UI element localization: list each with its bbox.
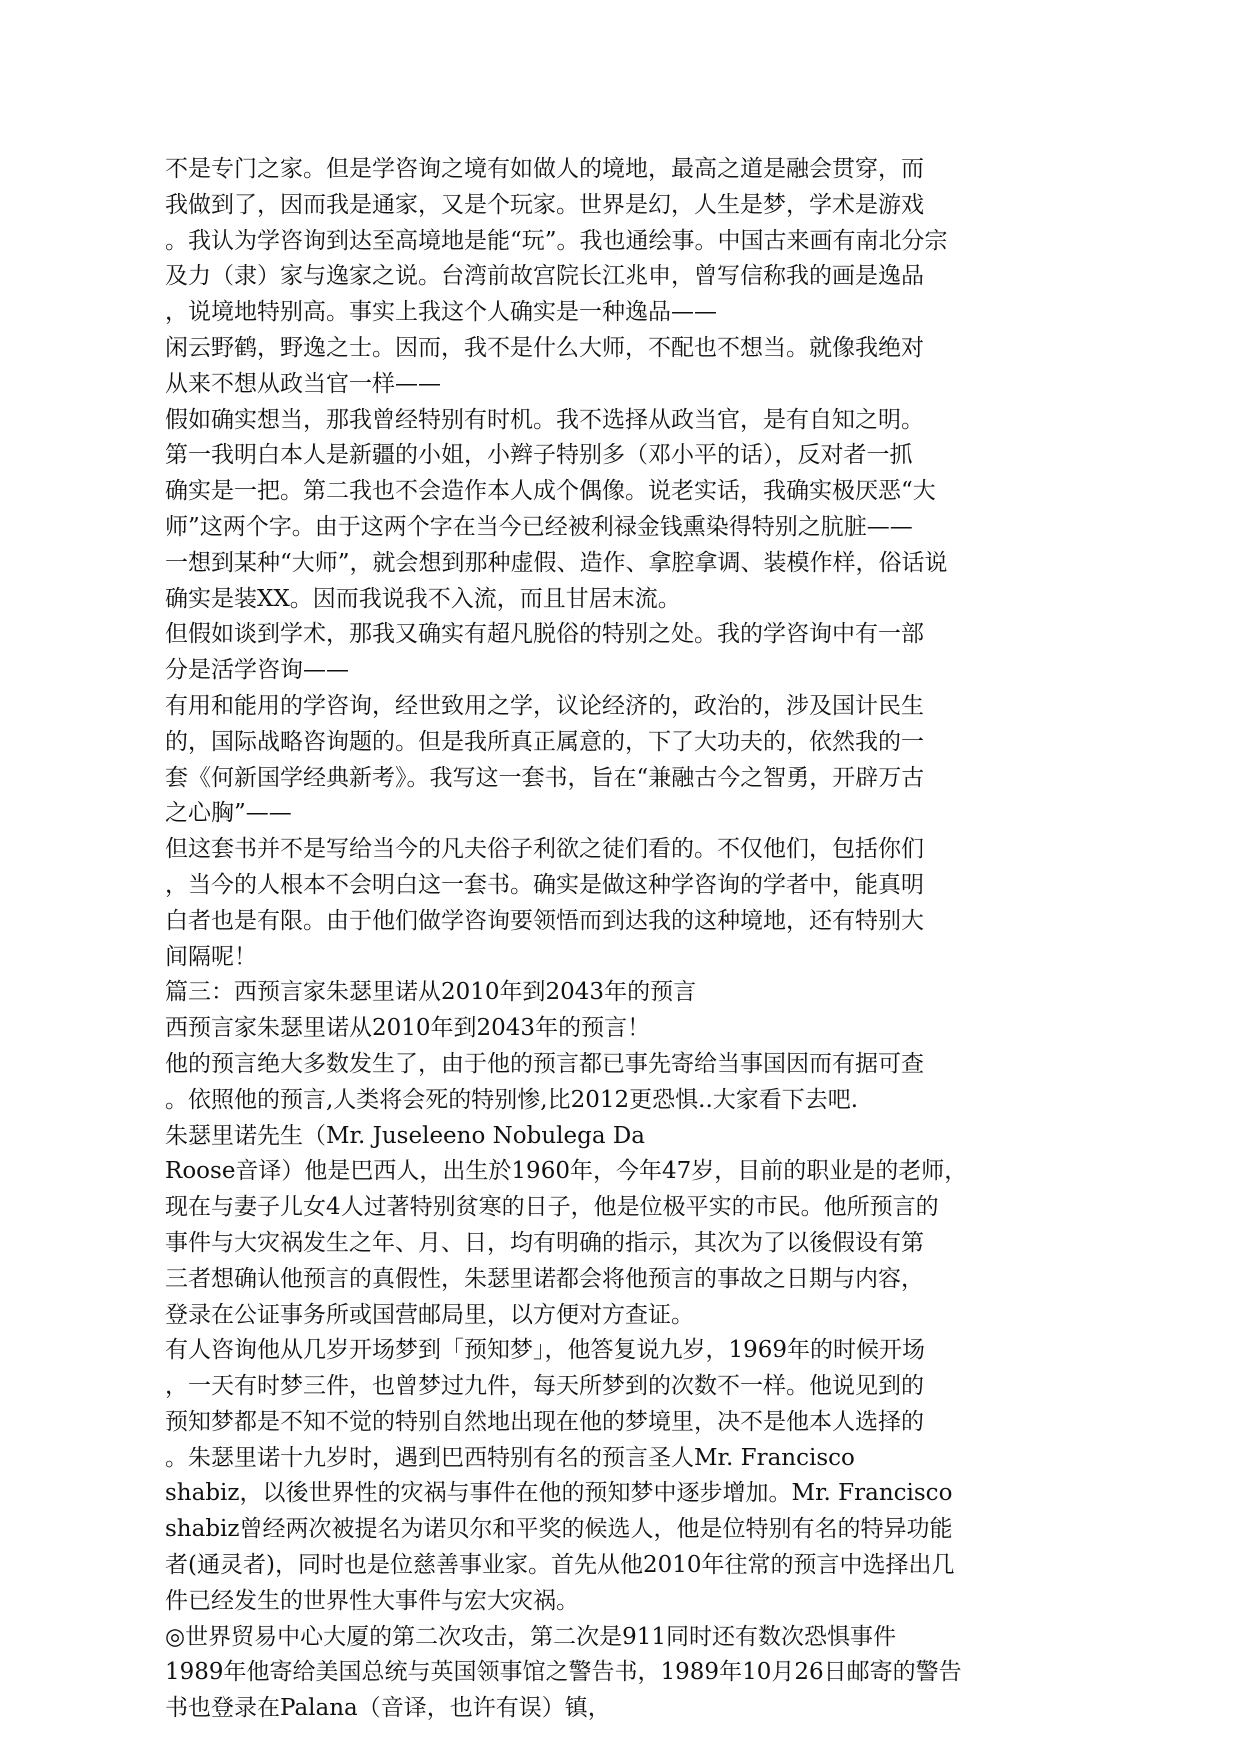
text-line: 假如确实想当，那我曾经特别有时机。我不选择从政当官，是有自知之明。 bbox=[165, 406, 924, 433]
text-line: 的，国际战略咨询题的。但是我所真正属意的，下了大功夫的，依然我的一 bbox=[165, 728, 924, 755]
text-line: 不是专门之家。但是学咨询之境有如做人的境地，最高之道是融会贯穿，而 bbox=[165, 156, 924, 182]
text-line: 。依照他的预言,人类将会死的特别惨,比2012更恐惧..大家看下去吧. bbox=[165, 1086, 859, 1113]
text-line: Roose音译）他是巴西人，出生於1960年，今年47岁，目前的职业是的老师， bbox=[165, 1158, 968, 1185]
text-line: 有人咨询他从几岁开场梦到「预知梦」，他答复说九岁，1969年的时候开场 bbox=[165, 1337, 926, 1364]
text-line: 三者想确认他预言的真假性，朱瑟里诺都会将他预言的事故之日期与内容， bbox=[165, 1265, 924, 1292]
text-line: 但这套书并不是写给当今的凡夫俗子利欲之徒们看的。不仅他们，包括你们 bbox=[165, 836, 924, 863]
text-line: 间隔呢！ bbox=[165, 943, 257, 970]
text-line: 但假如谈到学术，那我又确实有超凡脱俗的特别之处。我的学咨询中有一部 bbox=[165, 621, 924, 648]
text-line: shabiz，以後世界性的灾祸与事件在他的预知梦中逐步增加。Mr. Francisco bbox=[165, 1480, 953, 1507]
text-line: ，一天有时梦三件，也曾梦过九件，每天所梦到的次数不一样。他说见到的 bbox=[165, 1373, 924, 1400]
text-line: 分是活学咨询—— bbox=[165, 657, 349, 684]
text-line: 现在与妻子儿女4人过著特别贫寒的日子，他是位极平实的市民。他所预言的 bbox=[165, 1194, 939, 1221]
text-line: 登录在公证事务所或国营邮局里，以方便对方查证。 bbox=[165, 1301, 694, 1328]
text-line: 预知梦都是不知不觉的特别自然地出现在他的梦境里，决不是他本人选择的 bbox=[165, 1408, 924, 1435]
text-line: 套《何新国学经典新考》。我写这一套书，旨在“兼融古今之智勇，开辟万古 bbox=[165, 764, 925, 791]
text-line: 我做到了，因而我是通家，又是个玩家。世界是幻，人生是梦，学术是游戏 bbox=[165, 191, 924, 218]
text-line: 。我认为学咨询到达至高境地是能“玩”。我也通绘事。中国古来画有南北分宗 bbox=[165, 227, 948, 254]
text-line: 他的预言绝大多数发生了，由于他的预言都已事先寄给当事国因而有据可查 bbox=[165, 1050, 924, 1077]
text-line: ◎世界贸易中心大厦的第二次攻击，第二次是911同时还有数次恐惧事件 bbox=[165, 1623, 896, 1650]
text-line: 一想到某种“大师”，就会想到那种虚假、造作、拿腔拿调、装模作样，俗话说 bbox=[165, 549, 948, 576]
body-text bbox=[165, 152, 1045, 1727]
text-line: 闲云野鹤，野逸之士。因而，我不是什么大师，不配也不想当。就像我绝对 bbox=[165, 334, 924, 361]
text-line: 朱瑟里诺先生（Mr. Juseleeno Nobulega Da bbox=[165, 1122, 646, 1149]
text-line: 师”这两个字。由于这两个字在当今已经被利禄金钱熏染得特别之肮脏—— bbox=[165, 513, 913, 540]
text-line: 从来不想从政当官一样—— bbox=[165, 370, 441, 397]
text-line: 书也登录在Palana（音译，也许有误）镇， bbox=[165, 1695, 611, 1722]
text-line: shabiz曾经两次被提名为诺贝尔和平奖的候选人，他是位特别有名的特异功能 bbox=[165, 1516, 953, 1543]
text-line: 及力（隶）家与逸家之说。台湾前故宫院长江兆申，曾写信称我的画是逸品 bbox=[165, 263, 924, 290]
text-line: 。朱瑟里诺十九岁时，遇到巴西特别有名的预言圣人Mr. Francisco bbox=[165, 1444, 855, 1471]
text-line: 者(通灵者)，同时也是位慈善事业家。首先从他2010年往常的预言中选择出几 bbox=[165, 1552, 955, 1579]
text-line: 白者也是有限。由于他们做学咨询要领悟而到达我的这种境地，还有特别大 bbox=[165, 907, 924, 934]
text-line: 事件与大灾祸发生之年、月、日，均有明确的指示，其次为了以後假设有第 bbox=[165, 1229, 924, 1256]
text-line: 第一我明白本人是新疆的小姐，小辫子特别多（邓小平的话），反对者一抓 bbox=[165, 442, 913, 469]
text-line: 之心胸”—— bbox=[165, 800, 292, 827]
text-line: 有用和能用的学咨询，经世致用之学，议论经济的，政治的，涉及国计民生 bbox=[165, 692, 924, 719]
text-line: 西预言家朱瑟里诺从2010年到2043年的预言！ bbox=[165, 1015, 651, 1042]
text-line: 件已经发生的世界性大事件与宏大灾祸。 bbox=[165, 1587, 579, 1614]
text-line: 确实是一把。第二我也不会造作本人成个偶像。说老实话，我确实极厌恶“大 bbox=[165, 478, 936, 505]
text-line: 1989年他寄给美国总统与英国领事馆之警告书，1989年10月26日邮寄的警告 bbox=[165, 1659, 962, 1686]
text-line: ，当今的人根本不会明白这一套书。确实是做这种学咨询的学者中，能真明 bbox=[165, 871, 924, 898]
text-line: ，说境地特别高。事实上我这个人确实是一种逸品—— bbox=[165, 299, 717, 326]
text-line: 篇三：西预言家朱瑟里诺从2010年到2043年的预言 bbox=[165, 979, 697, 1006]
text-line: 确实是装XX。因而我说我不入流，而且甘居末流。 bbox=[165, 585, 681, 612]
